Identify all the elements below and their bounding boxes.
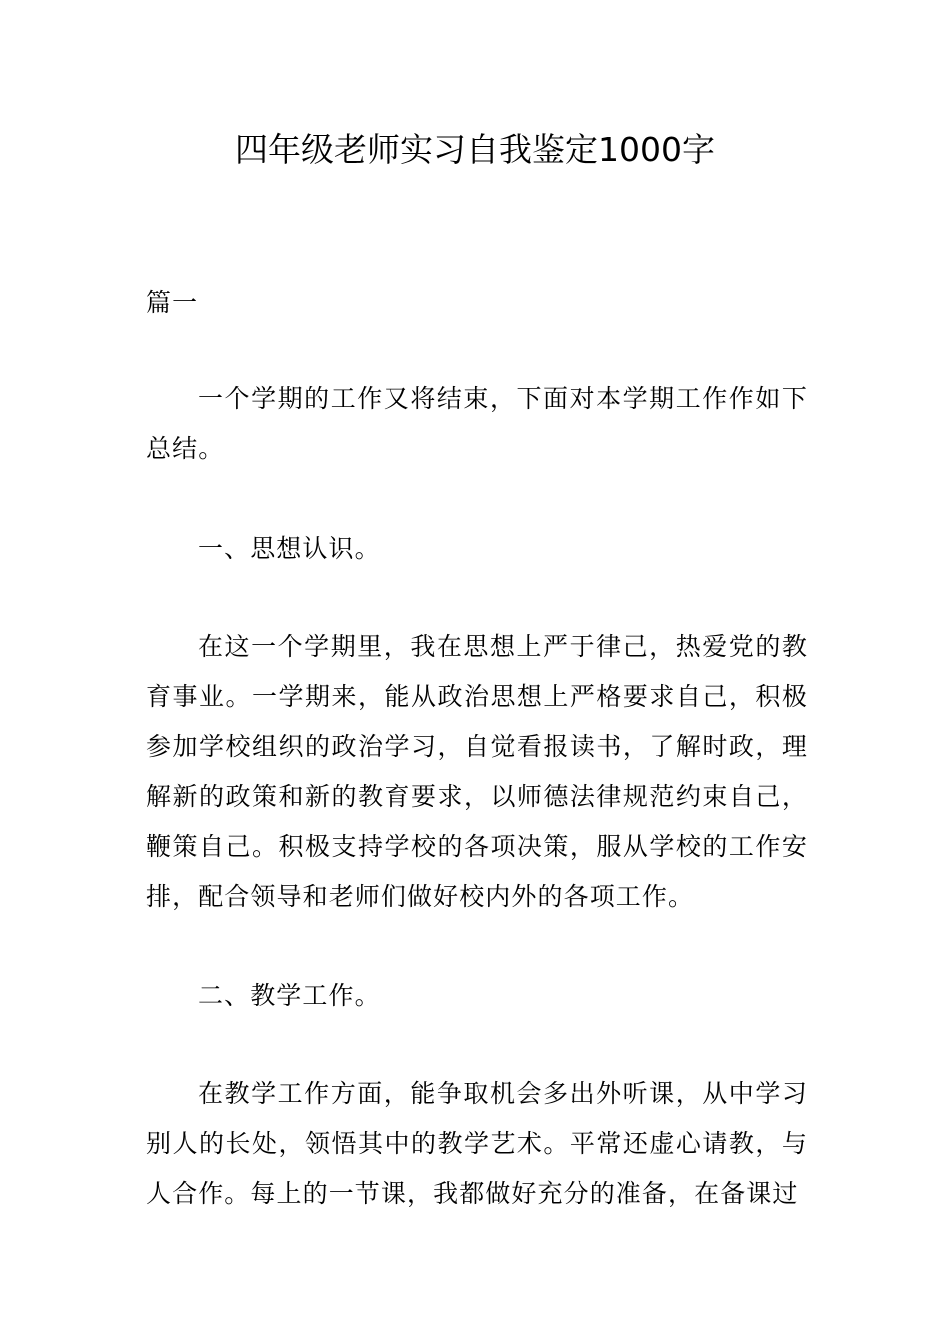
document-title: 四年级老师实习自我鉴定1000字 xyxy=(235,130,715,169)
paragraph-thought: 在这一个学期里，我在思想上严于律己，热爱党的教育事业。一学期来，能从政治思想上严格要求自己，积极参加学校组织的政治学习，自觉看报读书，了解时政，理解新的政策和新的教育要求，以师德法律规范约束自己，鞭策自己。积极支持学校的各项决策，服从学校的工作安排，配合领导和老师们做好校内外的各项工作。 xyxy=(146,632,808,911)
section-heading-thought: 一、思想认识。 xyxy=(198,534,381,563)
intro-paragraph: 一个学期的工作又将结束，下面对本学期工作作如下总结。 xyxy=(146,384,808,463)
section-label: 篇一 xyxy=(146,288,199,317)
section-heading-teaching: 二、教学工作。 xyxy=(198,981,381,1010)
paragraph-teaching: 在教学工作方面，能争取机会多出外听课，从中学习别人的长处，领悟其中的教学艺术。平常还虚心请教，与人合作。每上的一节课，我都做好充分的准备，在备课过 xyxy=(146,1079,808,1208)
